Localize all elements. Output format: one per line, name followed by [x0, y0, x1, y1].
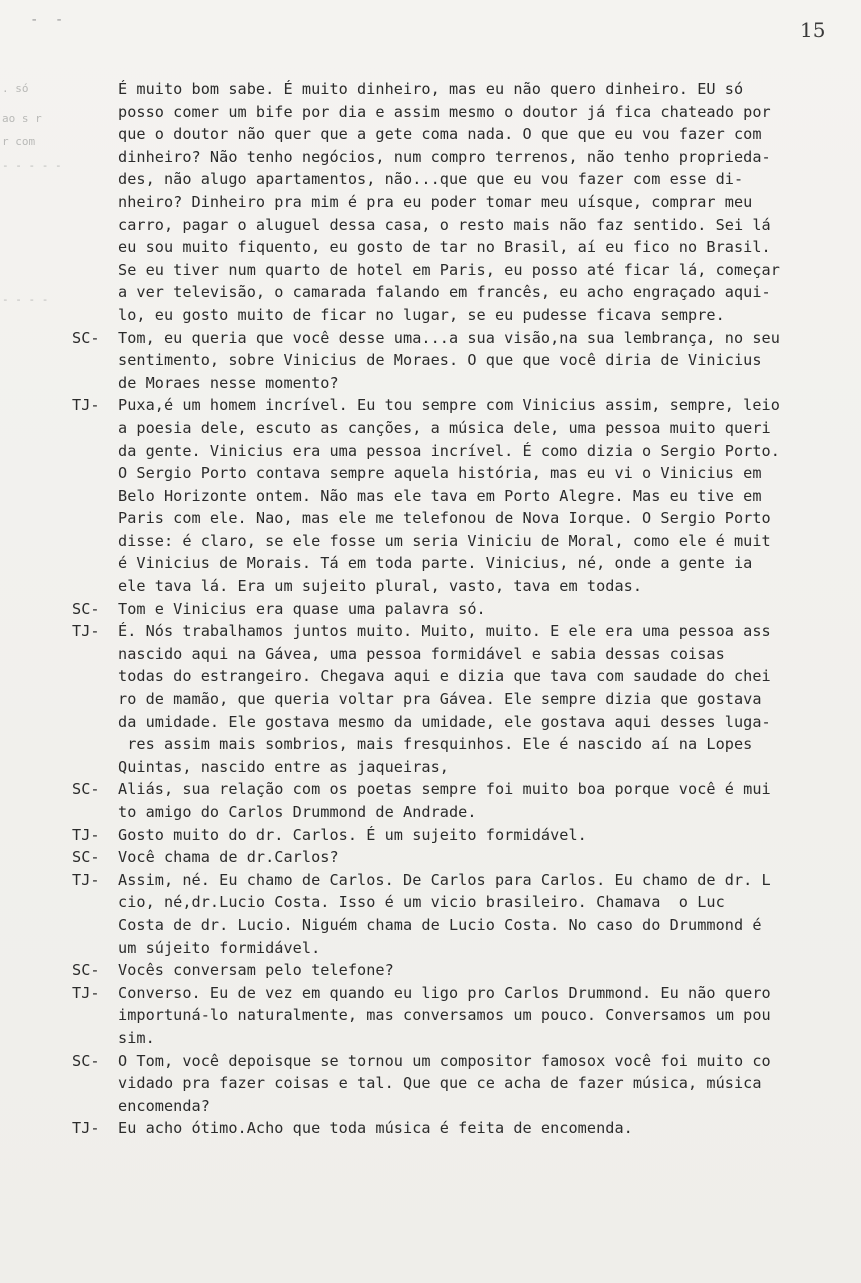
transcript-line [72, 259, 859, 282]
speaker-label: SC- [72, 848, 100, 867]
transcript-line [72, 1004, 859, 1027]
line-text: sentimento, sobre Vinicius de Moraes. O que que você diria de Vinicius [118, 351, 762, 370]
transcript-line [72, 665, 859, 688]
line-text: des, não alugo apartamentos, não...que que eu vou fazer com esse di- [118, 170, 744, 189]
line-text: eu sou muito fiquento, eu gosto de tar no Brasil, aí eu fico no Brasil. [118, 238, 771, 257]
line-text: to amigo do Carlos Drummond de Andrade. [118, 803, 477, 821]
line-text: dinheiro? Não tenho negócios, num compro terrenos, não tenho proprieda- [118, 147, 771, 166]
line-text: de Moraes nesse momento? [118, 373, 339, 392]
transcript-line [72, 1095, 859, 1118]
line-text: a ver televisão, o camarada falando em francês, eu acho engraçado aqui- [118, 283, 771, 302]
line-text: um sújeito formidável. [118, 938, 321, 957]
line-text: Você chama de dr.Carlos? [118, 848, 339, 867]
transcript-line [72, 327, 859, 350]
transcript-line [72, 123, 859, 146]
margin-ghost-text: ao s r [2, 112, 42, 125]
transcript-line [72, 78, 859, 101]
speaker-label: TJ- [72, 825, 100, 844]
transcript-line [72, 394, 859, 417]
margin-ghost-text: r com [2, 135, 36, 148]
transcript-line [72, 462, 859, 485]
line-text: É. Nós trabalhamos juntos muito. Muito, muito. E ele era uma pessoa ass [118, 622, 771, 641]
line-text: Costa de dr. Lucio. Niguém chama de Lucio Costa. No caso do Drummond é [118, 915, 762, 934]
transcript-line [72, 1027, 859, 1050]
transcript-line [72, 846, 859, 869]
line-text: Gosto muito do dr. Carlos. É um sujeito formidável. [118, 825, 587, 844]
line-text: O Sergio Porto contava sempre aquela história, mas eu vi o Vinicius em [118, 464, 762, 483]
transcript-line [72, 349, 859, 372]
line-text: Tom, eu queria que você desse uma...a sua visão,na sua lembrança, no seu [118, 328, 780, 347]
corner-mark: - - [30, 12, 68, 28]
speaker-label: SC- [72, 328, 100, 347]
line-text: nheiro? Dinheiro pra mim é pra eu poder tomar meu uísque, comprar meu [118, 192, 753, 211]
transcript-line [72, 191, 859, 214]
line-text: Assim, né. Eu chamo de Carlos. De Carlos para Carlos. Eu chamo de dr. L [118, 870, 771, 889]
line-text: encomenda? [118, 1096, 210, 1115]
margin-ghost-text: . só [2, 82, 29, 95]
line-text: Aliás, sua relação com os poetas sempre foi muito boa porque você é mui [118, 780, 771, 799]
line-text: Belo Horizonte ontem. Não mas ele tava em Porto Alegre. Mas eu tive em [118, 486, 762, 505]
speaker-label: SC- [72, 599, 100, 618]
line-text: Puxa,é um homem incrível. Eu tou sempre com Vinicius assim, sempre, leio [118, 396, 780, 415]
transcript-line [72, 214, 859, 237]
transcript-line [72, 507, 859, 530]
transcript-line [72, 530, 859, 553]
transcript-line [72, 168, 859, 191]
line-text: carro, pagar o aluguel dessa casa, o resto mais não faz sentido. Sei lá [118, 215, 771, 234]
transcript-line [72, 688, 859, 711]
line-text: Converso. Eu de vez em quando eu ligo pro Carlos Drummond. Eu não quero [118, 983, 771, 1002]
transcript-line [72, 485, 859, 508]
line-text: É muito bom sabe. É muito dinheiro, mas eu não quero dinheiro. EU só [118, 80, 744, 98]
line-text: posso comer um bife por dia e assim mesmo o doutor já fica chateado por [118, 102, 771, 121]
speaker-label: TJ- [72, 983, 100, 1002]
transcript-line [72, 643, 859, 666]
transcript-line [72, 982, 859, 1005]
transcript-line [72, 440, 859, 463]
line-text: disse: é claro, se ele fosse um seria Viniciu de Moral, como ele é muit [118, 531, 771, 550]
transcript-line [72, 711, 859, 734]
transcript-line [72, 824, 859, 847]
line-text: Vocês conversam pelo telefone? [118, 961, 394, 980]
line-text: que o doutor não quer que a gete coma nada. O que que eu vou fazer com [118, 125, 762, 144]
speaker-label: SC- [72, 1051, 100, 1070]
transcript-line [72, 914, 859, 937]
transcript-line [72, 575, 859, 598]
transcript-line [72, 281, 859, 304]
transcript-line [72, 552, 859, 575]
margin-ghost-text: - - - - - [2, 159, 62, 172]
transcript-line [72, 620, 859, 643]
line-text: nascido aqui na Gávea, uma pessoa formidável e sabia dessas coisas [118, 644, 725, 663]
transcript-line [72, 801, 859, 824]
page-number: 15 [800, 18, 826, 42]
transcript-body [72, 78, 859, 1140]
line-text: res assim mais sombrios, mais fresquinhos. Ele é nascido aí na Lopes [118, 735, 753, 754]
speaker-label: SC- [72, 961, 100, 980]
transcript-line [72, 756, 859, 779]
transcript-line [72, 1050, 859, 1073]
transcript-line [72, 937, 859, 960]
line-text: sim. [118, 1028, 155, 1047]
line-text: Tom e Vinicius era quase uma palavra só. [118, 599, 486, 618]
transcript-line [72, 236, 859, 259]
speaker-label: TJ- [72, 622, 100, 641]
transcript-line [72, 1117, 859, 1140]
transcript-line [72, 778, 859, 801]
line-text: cio, né,dr.Lucio Costa. Isso é um vicio brasileiro. Chamava o Luc [118, 893, 725, 912]
line-text: vidado pra fazer coisas e tal. Que que ce acha de fazer música, música [118, 1074, 762, 1093]
transcript-line [72, 891, 859, 914]
transcript-line [72, 304, 859, 327]
transcript-line [72, 417, 859, 440]
margin-ghost-text: - - - - [2, 293, 49, 306]
line-text: Paris com ele. Nao, mas ele me telefonou de Nova Iorque. O Sergio Porto [118, 509, 771, 528]
line-text: Se eu tiver num quarto de hotel em Paris, eu posso até ficar lá, começar [118, 260, 780, 279]
line-text: ele tava lá. Era um sujeito plural, vasto, tava em todas. [118, 577, 643, 596]
line-text: importuná-lo naturalmente, mas conversamos um pouco. Conversamos um pou [118, 1006, 771, 1025]
transcript-line [72, 959, 859, 982]
line-text: Eu acho ótimo.Acho que toda música é feita de encomenda. [118, 1119, 633, 1138]
line-text: lo, eu gosto muito de ficar no lugar, se eu pudesse ficava sempre. [118, 305, 725, 324]
transcript-line [72, 869, 859, 892]
line-text: a poesia dele, escuto as canções, a música dele, uma pessoa muito queri [118, 418, 771, 437]
speaker-label: TJ- [72, 396, 100, 415]
line-text: da gente. Vinicius era uma pessoa incrível. É como dizia o Sergio Porto. [118, 441, 780, 460]
line-text: todas do estrangeiro. Chegava aqui e dizia que tava com saudade do chei [118, 667, 771, 686]
speaker-label: TJ- [72, 870, 100, 889]
line-text: é Vinicius de Morais. Tá em toda parte. Vinicius, né, onde a gente ia [118, 554, 753, 573]
transcript-line [72, 101, 859, 124]
line-text: O Tom, você depoisque se tornou um compositor famosox você foi muito co [118, 1051, 771, 1070]
line-text: Quintas, nascido entre as jaqueiras, [118, 757, 449, 776]
speaker-label: SC- [72, 780, 100, 799]
transcript-line [72, 372, 859, 395]
line-text: da umidade. Ele gostava mesmo da umidade, ele gostava aqui desses luga- [118, 712, 771, 731]
transcript-line [72, 598, 859, 621]
transcript-line [72, 733, 859, 756]
speaker-label: TJ- [72, 1119, 100, 1138]
transcript-line [72, 1072, 859, 1095]
transcript-line [72, 146, 859, 169]
line-text: ro de mamão, que queria voltar pra Gávea. Ele sempre dizia que gostava [118, 690, 762, 709]
